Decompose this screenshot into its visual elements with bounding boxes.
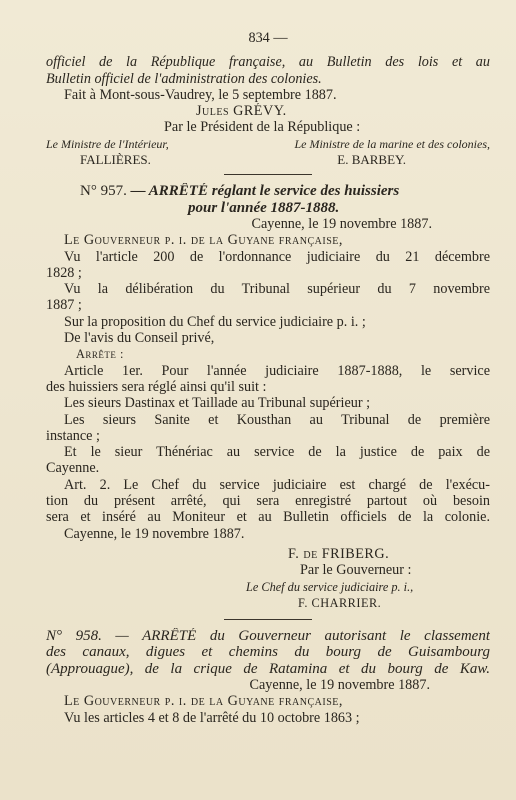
- arrete-label: Arrête :: [76, 347, 124, 362]
- ministers-row: [46, 136, 490, 152]
- act-heading: [46, 183, 490, 199]
- text-line: instance ;: [46, 427, 100, 444]
- text-line: Et le sieur Thénériac au service de la justice de paix de: [64, 444, 490, 461]
- minister-left: Le Ministre de l'Intérieur,: [46, 136, 169, 151]
- minister-right-name: E. BARBEY.: [337, 152, 406, 168]
- section-divider: [224, 619, 312, 620]
- minister-right: Le Ministre de la marine et des colonies,: [294, 136, 490, 151]
- act-heading: N° 958. — ARRÊTÉ du Gouverneur autorisant le classement: [46, 628, 490, 645]
- text-line: officiel de la République française, au Bulletin des lois et au: [46, 54, 490, 71]
- governor-line: Le Gouverneur p. i. de la Guyane française,: [64, 693, 343, 710]
- page-number: 834 —: [248, 30, 288, 46]
- text-line: Sur la proposition du Chef du service judiciaire p. i. ;: [64, 313, 366, 330]
- text-line: Vu l'article 200 de l'ordonnance judiciaire du 21 décembre: [64, 248, 490, 265]
- governor-line: Le Gouverneur p. i. de la Guyane française,: [64, 232, 343, 249]
- ministers-names-row: [46, 152, 490, 168]
- text-line: 1828 ;: [46, 264, 82, 281]
- text-line: des huissiers sera réglé ainsi qu'il suit :: [46, 378, 267, 395]
- minister-left-name: FALLIÈRES.: [80, 152, 151, 168]
- act-date: Cayenne, le 19 novembre 1887.: [251, 215, 432, 232]
- signature-by: Par le Gouverneur :: [300, 562, 412, 579]
- text-line: Bulletin officiel de l'administration des colonies.: [46, 70, 322, 87]
- signature-governor: [46, 546, 490, 562]
- text-line: Les sieurs Sanite et Kousthan au Tribunal de première: [64, 411, 490, 428]
- signature-role: Le Chef du service judiciaire p. i.,: [246, 579, 414, 594]
- text-line: Vu la délibération du Tribunal supérieur du 7 novembre: [64, 281, 490, 298]
- text-line: tion du présent arrêté, qui sera enregistré partout où besoin: [46, 493, 490, 510]
- act-number: N° 957.: [80, 183, 127, 200]
- act-heading-cont: (Approuague), de la crique de Ratamina et du bourg de Kaw.: [46, 660, 490, 677]
- text-line: Fait à Mont-sous-Vaudrey, le 5 septembre 1887.: [64, 86, 337, 103]
- text-line: De l'avis du Conseil privé,: [64, 330, 215, 347]
- text-line: Vu les articles 4 et 8 de l'arrêté du 10 octobre 1863 ;: [64, 709, 360, 726]
- act-title: — ARRÊTÉ réglant le service des huissiers: [130, 183, 400, 200]
- text-line: 1887 ;: [46, 297, 82, 314]
- text-line: Article 1er. Pour l'année judiciaire 1887-1888, le service: [64, 362, 490, 379]
- text-line: Cayenne, le 19 novembre 1887.: [64, 525, 245, 542]
- text-line: Cayenne.: [46, 460, 100, 477]
- act-heading-cont: des canaux, digues et chemins du bourg de Guisambourg: [46, 644, 490, 661]
- signature-president: Jules GRÉVY.: [196, 103, 287, 120]
- section-divider: [224, 174, 312, 175]
- text-line: Les sieurs Dastinax et Taillade au Tribunal supérieur ;: [64, 395, 371, 412]
- act-title-cont: pour l'année 1887-1888.: [188, 199, 340, 216]
- signature-name: F. de FRIBERG.: [288, 545, 390, 562]
- text-line: Par le Président de la République :: [164, 119, 361, 136]
- text-line: sera et inséré au Moniteur et au Bulletin officiels de la colonie.: [46, 509, 490, 526]
- signature-chief: F. CHARRIER.: [298, 595, 382, 610]
- act-date: Cayenne, le 19 novembre 1887.: [249, 676, 430, 693]
- text-line: Art. 2. Le Chef du service judiciaire est chargé de l'exécu-: [64, 476, 490, 493]
